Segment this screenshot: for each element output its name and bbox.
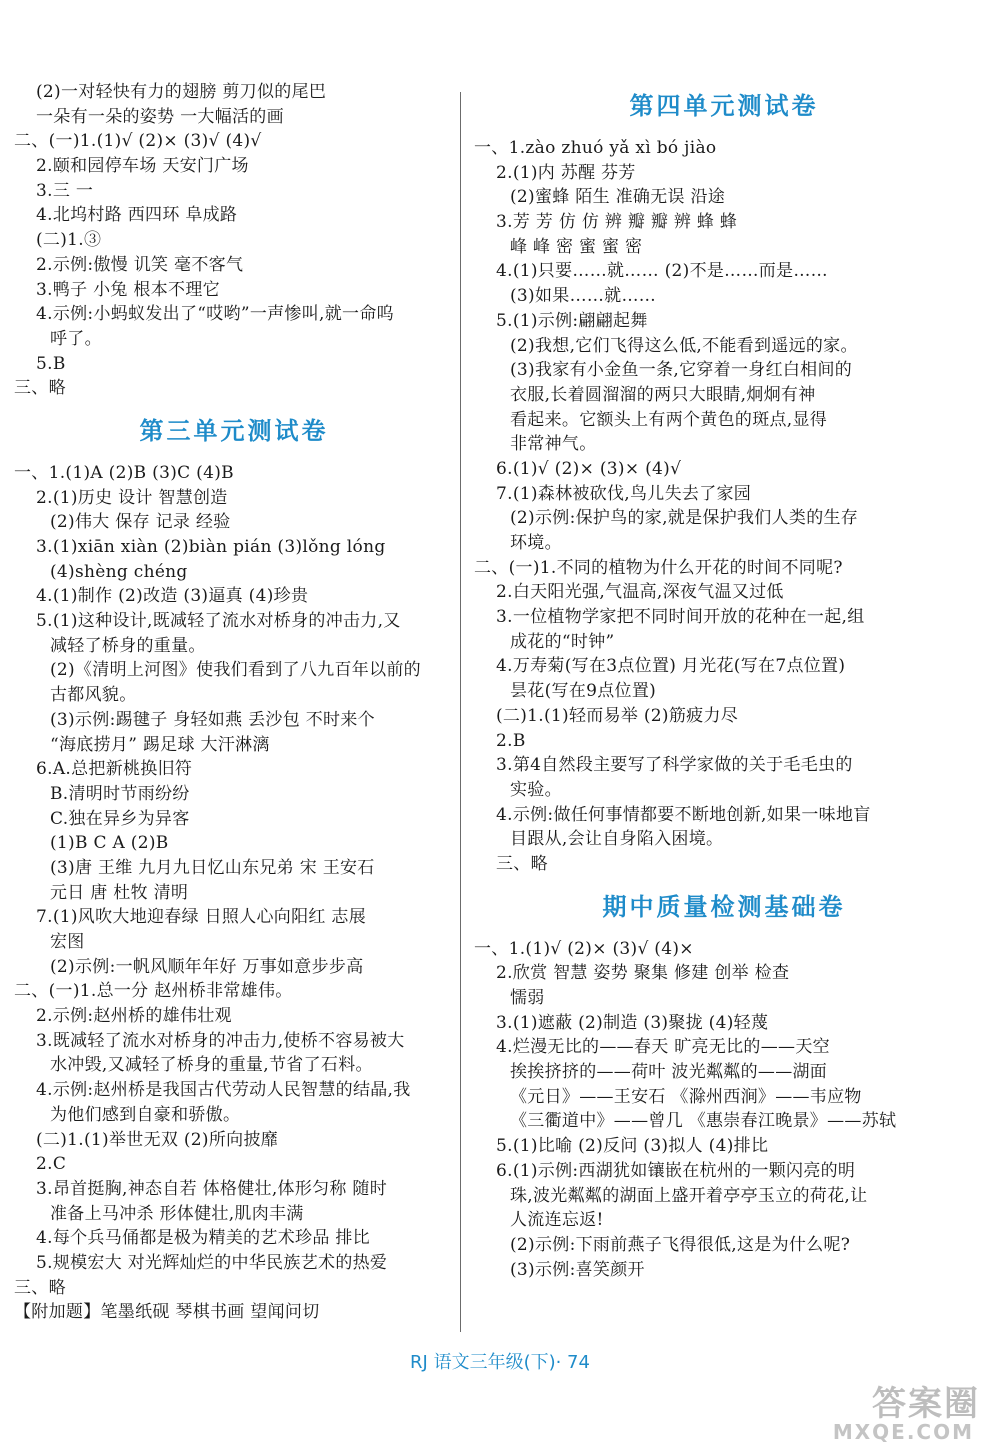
answer-line: 人流连忘返!	[510, 1210, 604, 1231]
answer-line: 3.既减轻了流水对桥身的冲击力,使桥不容易被大	[36, 1030, 405, 1051]
answer-line: C.独在异乡为异客	[50, 808, 190, 829]
answer-line: B.清明时节雨纷纷	[50, 783, 190, 804]
page-footer: RJ 语文三年级(下)· 74	[410, 1352, 590, 1373]
answer-line: 非常神气。	[510, 434, 597, 455]
answer-line: 5.B	[36, 353, 66, 374]
answer-line: 准备上马冲杀 形体健壮,肌肉丰满	[50, 1203, 304, 1224]
answer-line: 珠,波光粼粼的湖面上盛开着亭亭玉立的荷花,让	[510, 1185, 868, 1206]
answer-line: 挨挨挤挤的——荷叶 波光粼粼的——湖面	[510, 1062, 828, 1083]
answer-line: 4.(1)只要……就…… (2)不是……而是……	[496, 261, 828, 282]
answer-line: 三、略	[14, 378, 66, 399]
answer-line: (二)1.(1)轻而易举 (2)筋疲力尽	[496, 705, 739, 726]
answer-line: (3)我家有小金鱼一条,它穿着一身红白相间的	[510, 360, 853, 381]
answer-line: 6.(1)示例:西湖犹如镶嵌在杭州的一颗闪亮的明	[496, 1160, 856, 1181]
answer-line: 为他们感到自豪和骄傲。	[50, 1104, 241, 1125]
left-column	[14, 80, 454, 1325]
answer-line: (二)1.(1)举世无双 (2)所向披靡	[36, 1129, 279, 1150]
answer-line: 2.(1)历史 设计 智慧创造	[36, 487, 228, 508]
answer-line: 3.(1)遮蔽 (2)制造 (3)聚拢 (4)轻蔑	[496, 1012, 769, 1033]
answer-line: 目跟从,会让自身陷入困境。	[510, 829, 724, 850]
answer-line: (2)一对轻快有力的翅膀 剪刀似的尾巴	[36, 82, 327, 102]
answer-line: 昙花(写在9点位置)	[510, 681, 657, 702]
answer-line: 古都风貌。	[50, 685, 137, 706]
answer-line: 一、1.(1)A (2)B (3)C (4)B	[14, 462, 234, 483]
answer-line: 【附加题】笔墨纸砚 琴棋书画 望闻问切	[14, 1302, 320, 1323]
answer-line: 一、1.(1)√ (2)× (3)√ (4)×	[474, 938, 694, 959]
answer-line: 环境。	[510, 533, 562, 553]
answer-line: 4.每个兵马俑都是极为精美的艺术珍品 排比	[36, 1228, 370, 1249]
watermark-main: 答案圈	[872, 1384, 980, 1424]
answer-line: 实验。	[510, 779, 562, 800]
unit4-heading: 第四单元测试卷	[629, 92, 819, 120]
answer-line: 2.白天阳光强,气温高,深夜气温又过低	[496, 582, 784, 603]
answer-line: 5.(1)这种设计,既减轻了流水对桥身的冲击力,又	[36, 611, 401, 632]
right-column	[474, 92, 974, 1282]
answer-line: 元日 唐 杜牧 清明	[50, 882, 189, 903]
answer-line: 二、(一)1.(1)√ (2)× (3)√ (4)√	[14, 131, 262, 152]
unit3-answers	[14, 461, 454, 1325]
answer-line: (2)示例:保护鸟的家,就是保护我们人类的生存	[510, 508, 859, 529]
answer-line: 3.芳 芳 仿 仿 辨 瓣 瓣 辨 蜂 蜂	[496, 212, 738, 233]
answer-line: 2.示例:傲慢 讥笑 毫不客气	[36, 254, 244, 275]
answer-line: 3.昂首挺胸,神态自若 体格健壮,体形匀称 随时	[36, 1178, 388, 1199]
answer-line: 4.(1)制作 (2)改造 (3)逼真 (4)珍贵	[36, 586, 309, 607]
answer-line: 2.颐和园停车场 天安门广场	[36, 156, 249, 177]
answer-line: 6.A.总把新桃换旧符	[36, 759, 193, 780]
answer-line: 宏图	[50, 932, 85, 952]
answer-line: 二、(一)1.不同的植物为什么开花的时间不同呢?	[474, 557, 843, 578]
answer-line: 3.一位植物学家把不同时间开放的花种在一起,组	[496, 607, 865, 628]
answer-line: 7.(1)森林被砍伐,鸟儿失去了家园	[496, 483, 752, 504]
answer-line: (2)示例:下雨前燕子飞得很低,这是为什么呢?	[510, 1234, 851, 1255]
left-answers-continued	[14, 80, 454, 401]
answer-line: 7.(1)风吹大地迎春绿 日照人心向阳红 志展	[36, 907, 367, 928]
answer-line: 《三衢道中》——曾几 《惠崇春江晚景》——苏轼	[510, 1111, 897, 1132]
answer-line: 3.第4自然段主要写了科学家做的关于毛毛虫的	[496, 755, 853, 776]
answer-line: 4.示例:小蚂蚁发出了“哎哟”一声惨叫,就一命呜	[36, 304, 394, 325]
answer-line: 5.规模宏大 对光辉灿烂的中华民族艺术的热爱	[36, 1252, 388, 1273]
answer-line: “海底捞月” 踢足球 大汗淋漓	[50, 734, 270, 755]
midterm-heading: 期中质量检测基础卷	[602, 892, 846, 921]
answer-line: 《元日》——王安石 《滁州西涧》——韦应物	[510, 1086, 862, 1107]
answer-line: (3)示例:喜笑颜开	[510, 1259, 645, 1280]
answer-line: 6.(1)√ (2)× (3)× (4)√	[496, 458, 682, 479]
column-divider	[460, 92, 461, 1332]
answer-line: (3)示例:踢毽子 身轻如燕 丢沙包 不时来个	[50, 709, 375, 730]
answer-line: 懦弱	[510, 988, 545, 1008]
unit3-heading: 第三单元测试卷	[139, 416, 329, 445]
answer-line: 4.示例:赵州桥是我国古代劳动人民智慧的结晶,我	[36, 1080, 411, 1101]
watermark-logo	[830, 1376, 980, 1446]
answer-line: (4)shèng chéng	[50, 561, 188, 582]
answer-line: 峰 峰 密 蜜 蜜 密	[510, 236, 643, 257]
answer-line: 三、略	[496, 853, 548, 874]
answer-line: 呼了。	[50, 328, 102, 349]
answer-line: (2)《清明上河图》使我们看到了八九百年以前的	[50, 660, 421, 681]
answer-line: (2)伟大 保存 记录 经验	[50, 512, 231, 533]
answer-line: (3)唐 王维 九月九日忆山东兄弟 宋 王安石	[50, 857, 375, 878]
answer-line: 2.B	[496, 730, 526, 751]
unit4-answers	[474, 136, 974, 877]
answer-line: 4.万寿菊(写在3点位置) 月光花(写在7点位置)	[496, 656, 846, 677]
answer-line: (二)1.③	[36, 230, 102, 251]
answer-line: 减轻了桥身的重量。	[50, 635, 206, 656]
answer-line: 2.欣赏 智慧 姿势 聚集 修建 创举 检查	[496, 963, 790, 984]
answer-line: (2)蜜蜂 陌生 准确无误 沿途	[510, 187, 726, 208]
answer-line: 3.鸭子 小兔 根本不理它	[36, 279, 220, 300]
watermark-sub: MXQE.COM	[832, 1420, 974, 1444]
answer-line: 4.示例:做任何事情都要不断地创新,如果一味地盲	[496, 804, 871, 825]
answer-line: 3.三 一	[36, 180, 94, 201]
answer-line: 三、略	[14, 1277, 66, 1298]
midterm-answers	[474, 937, 974, 1283]
answer-line: 衣服,长着圆溜溜的两只大眼睛,炯炯有神	[510, 384, 816, 405]
answer-line: 2.示例:赵州桥的雄伟壮观	[36, 1006, 232, 1027]
answer-line: (3)如果……就……	[510, 286, 657, 307]
answer-line: 2.C	[36, 1154, 67, 1175]
answer-line: (2)我想,它们飞得这么低,不能看到遥远的家。	[510, 335, 858, 356]
answer-line: (2)示例:一帆风顺年年好 万事如意步步高	[50, 956, 364, 977]
answer-line: 5.(1)示例:翩翩起舞	[496, 310, 648, 331]
answer-line: 二、(一)1.总一分 赵州桥非常雄伟。	[14, 981, 293, 1002]
answer-line: 4.北坞村路 西四环 阜成路	[36, 205, 238, 226]
answer-line: 3.(1)xiān xiàn (2)biàn pián (3)lǒng lóng	[36, 537, 386, 557]
answer-line: (1)B C A (2)B	[50, 833, 169, 854]
answer-line: 成花的“时钟”	[510, 631, 615, 652]
answer-line: 一朵有一朵的姿势 一大幅活的画	[36, 106, 284, 127]
answer-line: 5.(1)比喻 (2)反问 (3)拟人 (4)排比	[496, 1136, 769, 1157]
answer-line: 水冲毁,又减轻了桥身的重量,节省了石料。	[50, 1055, 373, 1076]
answer-line: 4.烂漫无比的——春天 旷亮无比的——天空	[496, 1037, 830, 1058]
answer-line: 看起来。它额头上有两个黄色的斑点,显得	[510, 409, 828, 430]
answer-line: 一、1.zào zhuó yǎ xì bó jiào	[474, 138, 717, 158]
answer-line: 2.(1)内 苏醒 芬芳	[496, 162, 636, 183]
